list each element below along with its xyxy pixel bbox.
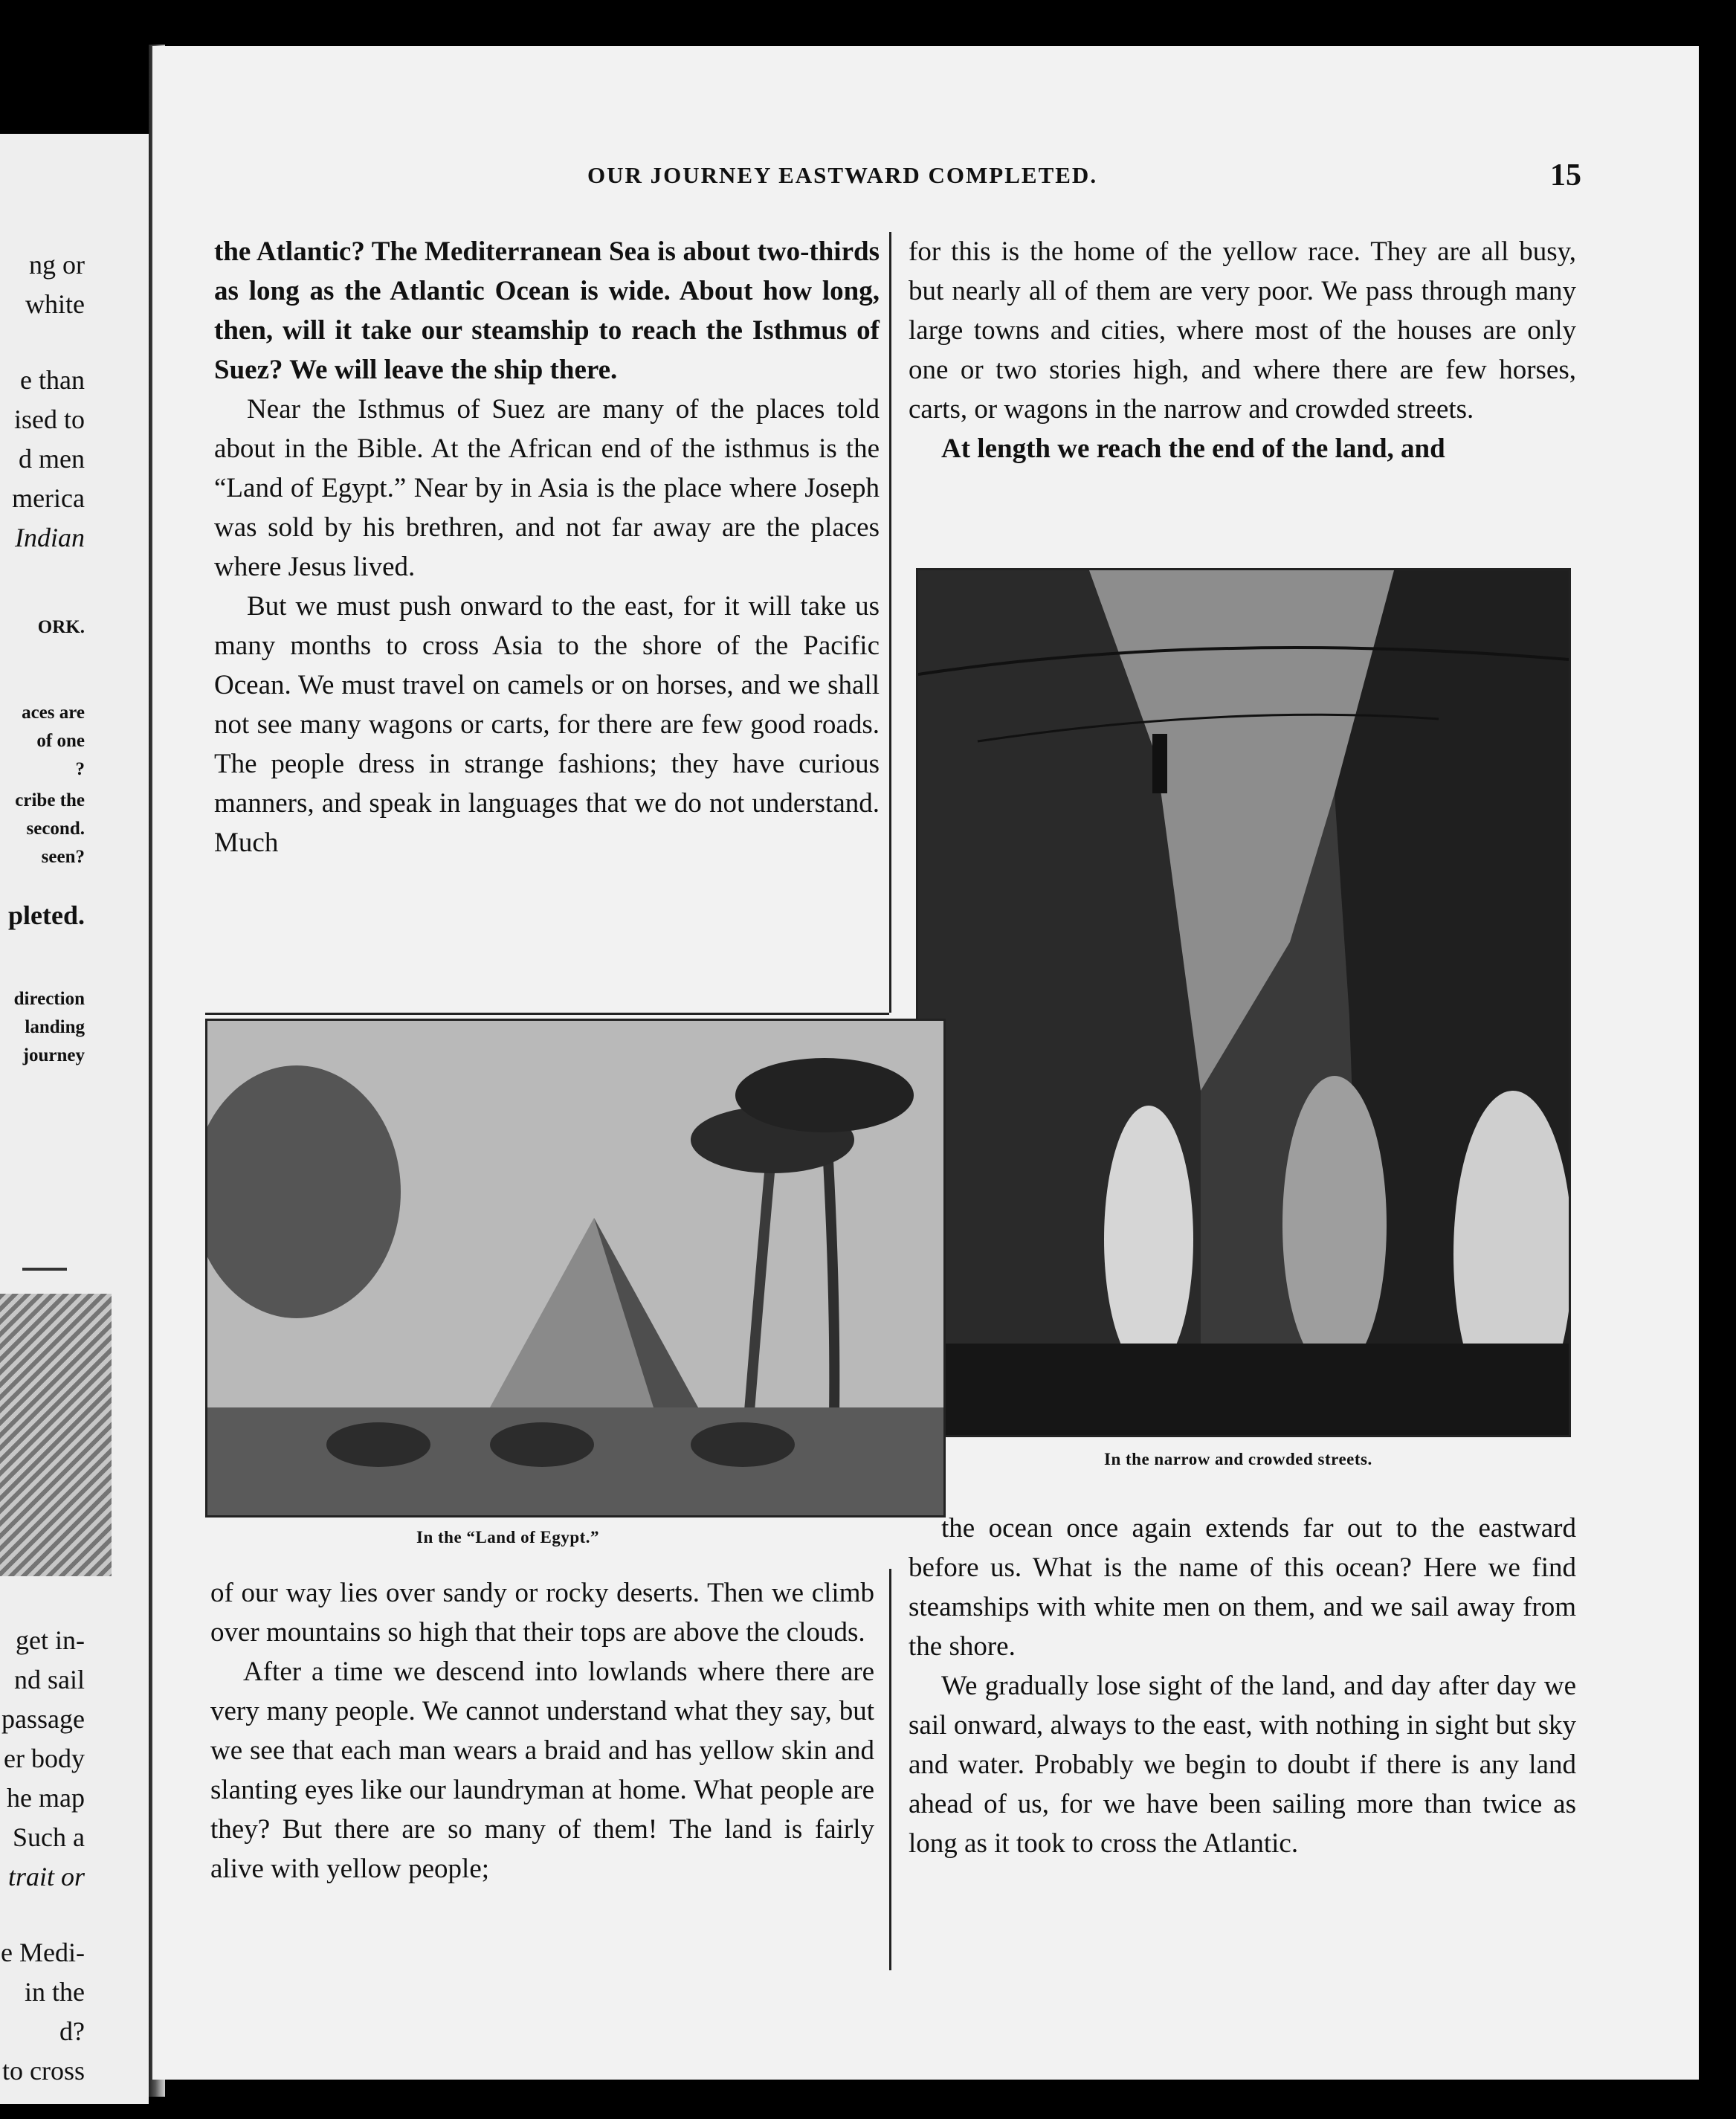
paragraph: At length we reach the end of the land, and <box>941 433 1445 464</box>
paragraph: After a time we descend into lowlands where there are very many people. We cannot understand what they say, but we see that each man wears a braid and has yellow skin and slanting eyes like our laundryman at home. What people are they? But there are so many of them! The land is fairly alive with yellow people; <box>210 1657 874 1884</box>
egypt-pyramid-illustration <box>205 1019 946 1518</box>
facing-text-line: to cross <box>2 2056 85 2086</box>
text-column-bottom-right <box>909 1509 1576 1863</box>
facing-illustration-fragment <box>0 1294 112 1576</box>
facing-text-line: cribe the <box>15 790 85 810</box>
facing-text-line: second. <box>26 819 85 839</box>
facing-text-line: er body <box>4 1744 85 1773</box>
facing-text-line: get in- <box>16 1625 85 1655</box>
facing-text-line: Indian <box>15 523 85 552</box>
facing-text-line: trait or <box>7 1862 85 1891</box>
facing-text-line: Such a <box>13 1822 85 1852</box>
paragraph: the Atlantic? The Mediterranean Sea is about two-thirds as long as the Atlantic Ocean is wide. About how long, then, will it take our steamship to reach the Isthmus of Suez? We will leave the ship there. <box>214 236 880 385</box>
inset-rule <box>205 1013 889 1015</box>
facing-text-line: e Medi- <box>1 1938 85 1967</box>
street-illustration <box>916 568 1571 1437</box>
facing-text-line: journey <box>22 1045 85 1065</box>
facing-text-line: ORK. <box>37 617 85 637</box>
paragraph: for this is the home of the yellow race. They are all busy, but nearly all of them are very poor. We pass through many large towns and cities, where most of the houses are only one or two stories high, and where there are few horses, carts, or wagons in the narrow and crowded streets. <box>909 236 1576 425</box>
facing-text-line: nd sail <box>14 1665 85 1694</box>
column-rule <box>889 1569 891 1970</box>
facing-text-line: merica <box>12 483 85 513</box>
figure-caption: In the narrow and crowded streets. <box>1104 1450 1372 1468</box>
facing-text-line: ng or <box>29 250 85 280</box>
text-column-top-left <box>214 232 880 862</box>
facing-text-line: white <box>25 289 85 319</box>
facing-text-line: d? <box>59 2016 85 2046</box>
facing-text-line: he map <box>7 1783 85 1813</box>
figure-caption: In the “Land of Egypt.” <box>416 1528 600 1546</box>
paragraph: the ocean once again extends far out to the eastward before us. What is the name of this ocean? Here we find steamships with white men on them, and we sail away from the shore. <box>909 1513 1576 1662</box>
facing-rule <box>22 1268 67 1271</box>
street-scene-art <box>918 570 1569 1435</box>
facing-heading: pleted. <box>8 900 85 930</box>
paragraph: Near the Isthmus of Suez are many of the places told about in the Bible. At the African end of the isthmus is the “Land of Egypt.” Near by in Asia is the place where Joseph was sold by his brethren, and not far away are the places where Jesus lived. <box>214 394 880 582</box>
facing-text-line: of one <box>36 731 85 751</box>
facing-text-line: in the <box>25 1977 85 2007</box>
page-number: 15 <box>1550 158 1581 193</box>
facing-text-line: passage <box>1 1704 85 1734</box>
text-column-top-right <box>909 232 1576 468</box>
pyramid-scene-art <box>207 1021 943 1515</box>
running-title: OUR JOURNEY EASTWARD COMPLETED. <box>587 162 1098 188</box>
facing-text-line: landing <box>25 1017 85 1037</box>
facing-text-line: e than <box>20 365 85 395</box>
facing-text-line: ised to <box>14 404 85 434</box>
column-rule <box>889 232 891 1013</box>
facing-text-line: direction <box>13 989 85 1009</box>
paragraph: of our way lies over sandy or rocky deserts. Then we climb over mountains so high that their tops are above the clouds. <box>210 1578 874 1648</box>
paragraph: We gradually lose sight of the land, and day after day we sail onward, always to the east, with nothing in sight but sky and water. Probably we begin to doubt if there is any land ahead of us, for we have been sailing more than twice as long as it took to cross the Atlantic. <box>909 1671 1576 1859</box>
facing-text-line: d men <box>19 444 85 474</box>
facing-page-fragment <box>0 134 149 2104</box>
facing-text-line: ? <box>75 759 85 779</box>
facing-text-line: seen? <box>41 847 85 867</box>
text-column-bottom-left <box>210 1573 874 1889</box>
paragraph: But we must push onward to the east, for it will take us many months to cross Asia to the shore of the Pacific Ocean. We must travel on camels or on horses, and we shall not see many wagons or carts, for there are few good roads. The people dress in strange fashions; they have curious manners, and speak in languages that we do not understand. Much <box>214 591 880 858</box>
facing-text-line: aces are <box>22 703 85 723</box>
